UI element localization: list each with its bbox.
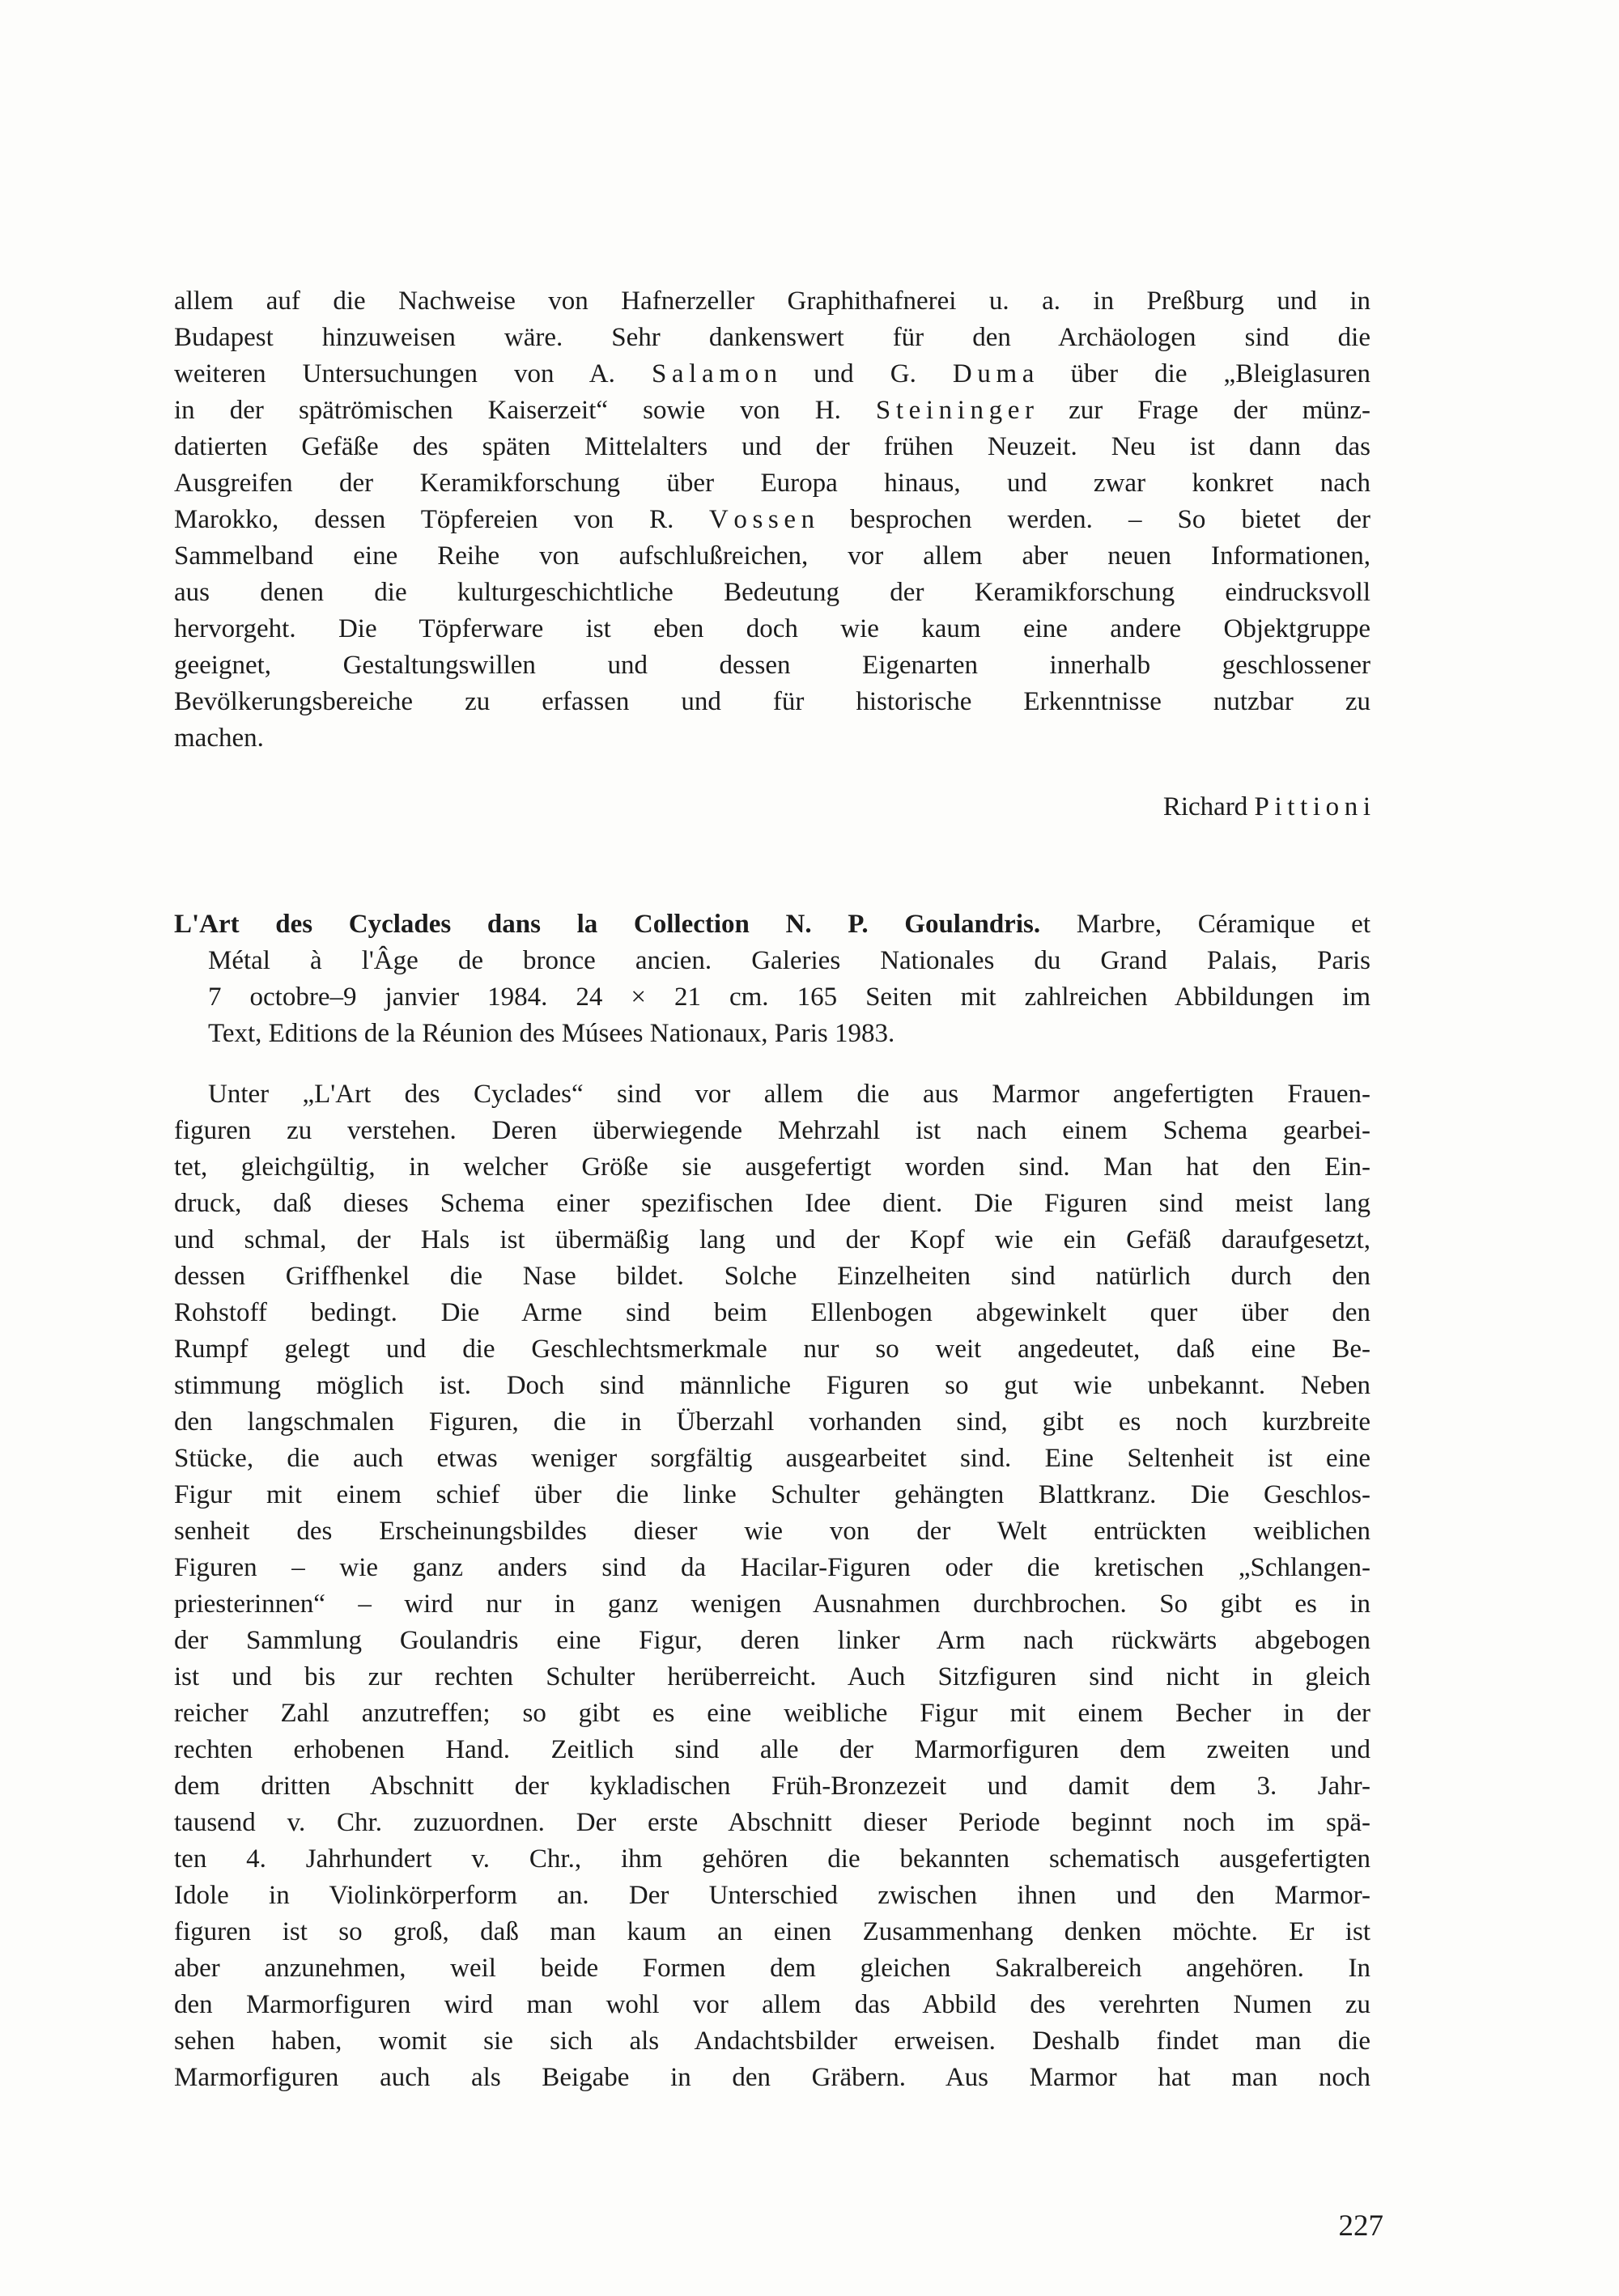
text-line: geeignet, Gestaltungswillen und dessen Eigenarten innerhalb geschlossener [174,651,1370,680]
text-line: allem auf die Nachweise von Hafnerzeller Graphithafnerei u. a. in Preßburg und in [174,286,1370,316]
text-line [174,906,1370,943]
text-line: stimmung möglich ist. Doch sind männliche Figuren so gut wie unbekannt. Neben [174,1371,1370,1400]
text-line: Rohstoff bedingt. Die Arme sind beim Ellenbogen abgewinkelt quer über den [174,1298,1370,1327]
text-line: figuren zu verstehen. Deren überwiegende Mehrzahl ist nach einem Schema gearbei- [174,1116,1370,1145]
text-line: Stücke, die auch etwas weniger sorgfältig ausgearbeitet sind. Eine Seltenheit ist eine [174,1444,1370,1473]
text-line: rechten erhobenen Hand. Zeitlich sind alle der Marmorfiguren dem zweiten und [174,1735,1370,1764]
text-line: den Marmorfiguren wird man wohl vor allem das Abbild des verehrten Numen zu [174,1990,1370,2019]
text-line: Figur mit einem schief über die linke Schulter gehängten Blattkranz. Die Geschlos- [174,1480,1370,1509]
text-line: Marmorfiguren auch als Beigabe in den Gräbern. Aus Marmor hat man noch [174,2063,1370,2092]
text-line: Marokko, dessen Töpfereien von R. V o s s e n besprochen werden. – So bietet der [174,505,1370,534]
text-line: in der spätrömischen Kaiserzeit“ sowie von H. S t e i n i n g e r zur Frage der münz- [174,396,1370,425]
text-line: Unter „L'Art des Cyclades“ sind vor allem die aus Marmor angefertigten Frauen- [208,1080,1370,1109]
text-line: ten 4. Jahrhundert v. Chr., ihm gehören die bekannten schematisch ausgefertigten [174,1844,1370,1874]
text-line: aber anzunehmen, weil beide Formen dem gleichen Sakralbereich angehören. In [174,1954,1370,1983]
text-line: machen. [174,724,264,753]
text-block [174,283,1370,2096]
text-line: hervorgeht. Die Töpferware ist eben doch wie kaum eine andere Objektgruppe [174,614,1370,643]
text-line: Rumpf gelegt und die Geschlechtsmerkmale nur so weit angedeutet, daß eine Be- [174,1335,1370,1364]
text-line: Bevölkerungsbereiche zu erfassen und für historische Erkenntnisse nutzbar zu [174,687,1370,716]
text-line: Métal à l'Âge de bronce ancien. Galeries Nationales du Grand Palais, Paris [208,946,1370,975]
text-line: dem dritten Abschnitt der kykladischen Früh-Bronzezeit und damit dem 3. Jahr- [174,1772,1370,1801]
review-pittioni-conclusion [174,283,1370,757]
text-line: figuren ist so groß, daß man kaum an einen Zusammenhang denken möchte. Er ist [174,1917,1370,1946]
page-number: 227 [1338,2209,1383,2243]
review-bibliographic-heading [174,906,1370,1052]
reviewer-signature: Richard P i t t i o n i [1162,792,1370,821]
text-line: druck, daß dieses Schema einer spezifischen Idee dient. Die Figuren sind meist lang [174,1189,1370,1218]
text-line: ist und bis zur rechten Schulter herüberreicht. Auch Sitzfiguren sind nicht in gleich [174,1662,1370,1691]
text-line: der Sammlung Goulandris eine Figur, deren linker Arm nach rückwärts abgebogen [174,1626,1370,1655]
text-line: tausend v. Chr. zuzuordnen. Der erste Abschnitt dieser Periode beginnt noch im spä- [174,1808,1370,1837]
text-line: den langschmalen Figuren, die in Überzahl vorhanden sind, gibt es noch kurzbreite [174,1407,1370,1437]
text-segment: Marbre, Céramique et [1040,910,1370,939]
text-line: 7 octobre–9 janvier 1984. 24 × 21 cm. 165 Seiten mit zahlreichen Abbildungen im [208,982,1370,1012]
text-line: Text, Editions de la Réunion des Músees Nationaux, Paris 1983. [208,1019,895,1048]
text-line: aus denen die kulturgeschichtliche Bedeutung der Keramikforschung eindrucksvoll [174,578,1370,607]
text-line: Sammelband eine Reihe von aufschlußreichen, vor allem aber neuen Informationen, [174,541,1370,571]
text-line: und schmal, der Hals ist übermäßig lang und der Kopf wie ein Gefäß daraufgesetzt, [174,1225,1370,1254]
review-goulandris-body [174,1076,1370,2096]
text-line: sehen haben, womit sie sich als Andachtsbilder erweisen. Deshalb findet man die [174,2027,1370,2056]
text-line: weiteren Untersuchungen von A. S a l a m o n und G. D u m a über die „Bleiglasuren [174,359,1370,388]
review-title: L'Art des Cyclades dans la Collection N. P. Goulandris. [174,910,1041,939]
text-line: Ausgreifen der Keramikforschung über Europa hinaus, und zwar konkret nach [174,469,1370,498]
text-line: dessen Griffhenkel die Nase bildet. Solche Einzelheiten sind natürlich durch den [174,1262,1370,1291]
text-line: datierten Gefäße des späten Mittelalters und der frühen Neuzeit. Neu ist dann das [174,432,1370,461]
text-line: Figuren – wie ganz anders sind da Hacilar-Figuren oder die kretischen „Schlangen- [174,1553,1370,1582]
text-line: tet, gleichgültig, in welcher Größe sie ausgefertigt worden sind. Man hat den Ein- [174,1152,1370,1182]
text-line: senheit des Erscheinungsbildes dieser wie von der Welt entrückten weiblichen [174,1517,1370,1546]
text-line: Budapest hinzuweisen wäre. Sehr dankenswert für den Archäologen sind die [174,323,1370,352]
text-line: Idole in Violinkörperform an. Der Unterschied zwischen ihnen und den Marmor- [174,1881,1370,1910]
text-line: reicher Zahl anzutreffen; so gibt es eine weibliche Figur mit einem Becher in der [174,1699,1370,1728]
text-line: priesterinnen“ – wird nur in ganz wenigen Ausnahmen durchbrochen. So gibt es in [174,1589,1370,1619]
